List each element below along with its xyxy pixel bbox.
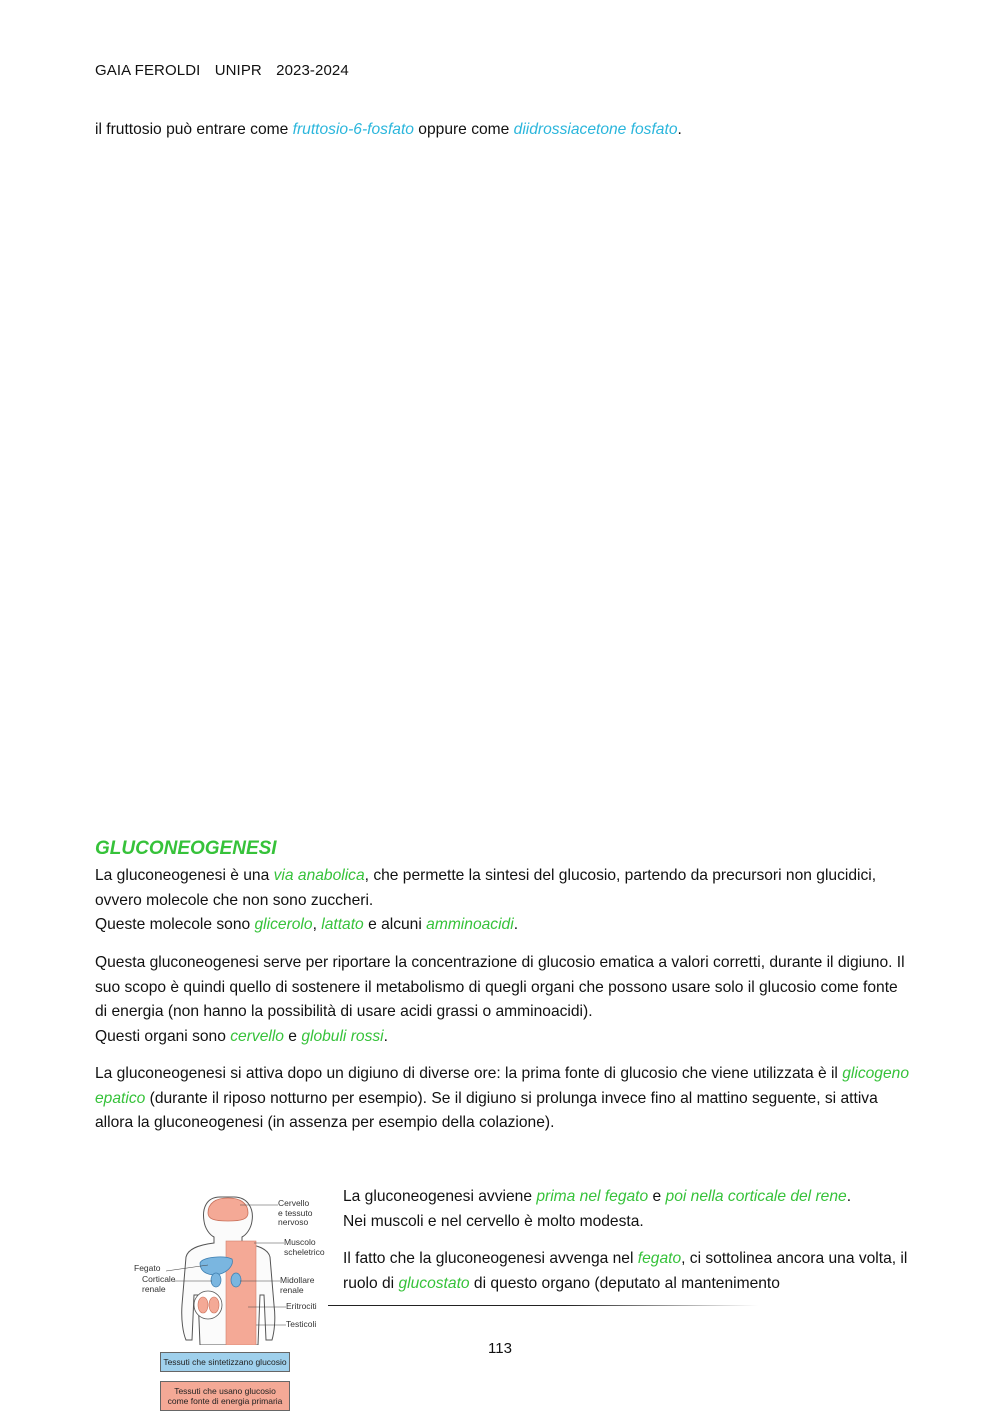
text: , [312, 916, 322, 933]
header-university: UNIPR [214, 62, 262, 79]
text: Questi organi sono [95, 1027, 231, 1045]
highlight-glycerol: glicerolo [254, 916, 313, 933]
highlight-liver: fegato [637, 1250, 682, 1267]
paragraph-activation [95, 1062, 910, 1136]
highlight-lactate: lattato [321, 916, 364, 933]
highlight-hepatic-glycogen: glicogeno epatico [95, 1065, 909, 1107]
label-muscle: Muscolo scheletrico [284, 1237, 325, 1257]
highlight-anabolic: via anabolica [273, 867, 365, 884]
legend-using-tissues: Tessuti che usano glucosio come fonte di energia primaria [160, 1381, 290, 1411]
text: Queste molecole sono [95, 916, 255, 933]
label-testes: Testicoli [286, 1319, 317, 1329]
text: La gluconeogenesi è una [95, 867, 274, 884]
text: . [383, 1027, 388, 1045]
text: Questa gluconeogenesi serve per riportare la concentrazione di glucosio ematica a valori corretti, durante il digiuno. Il suo scopo è quindi quello di sostenere il metabolismo di quegli organi che possono usare solo il glucosio come fonte di energia (non hanno la possibilità di usare acidi grassi o amminoacidi). [95, 954, 905, 1020]
highlight-red-cells: globuli rossi [301, 1027, 384, 1045]
text: . [513, 916, 519, 933]
footnote-divider [328, 1305, 758, 1306]
label-kidney-cortex: Corticale renale [142, 1274, 176, 1294]
text: il fruttosio può entrare come [95, 121, 293, 138]
paragraph-location [343, 1185, 908, 1234]
text: . [846, 1188, 852, 1205]
body-tissues-figure [128, 1185, 328, 1414]
highlight-liver-first: prima nel fegato [536, 1188, 649, 1205]
header-author: GAIA FEROLDI [95, 62, 201, 79]
text: e [648, 1188, 666, 1205]
label-erythrocytes: Eritrociti [286, 1301, 317, 1311]
highlight-glucostat: glucostato [398, 1274, 470, 1292]
highlight-brain: cervello [230, 1027, 284, 1045]
page-header [95, 62, 359, 79]
highlight-fructose-6-phosphate: fruttosio-6-fosfato [292, 121, 414, 138]
text: , che permette la sintesi del glucosio, partendo da precursori non glucidici, ovvero molecole che non sono zuccheri. [95, 867, 877, 909]
text: e [283, 1027, 302, 1045]
paragraph-purpose [95, 951, 910, 1049]
label-kidney-medulla: Midollare renale [280, 1275, 315, 1295]
text: e alcuni [363, 916, 427, 933]
highlight-amino-acids: amminoacidi [426, 916, 514, 933]
text: . [677, 121, 682, 138]
page-number: 113 [488, 1340, 512, 1357]
paragraph-glucostat [343, 1247, 908, 1296]
text: oppure come [413, 121, 514, 138]
paragraph-definition [95, 864, 910, 938]
section-title: GLUCONEOGENESI [95, 838, 277, 859]
text: , ci sottolinea ancora una volta, il ruolo di [343, 1250, 908, 1292]
label-brain: Cervello e tessuto nervoso [278, 1198, 313, 1227]
text: La gluconeogenesi si attiva dopo un digiuno di diverse ore: la prima fonte di glucosio che viene utilizzata è il [95, 1065, 843, 1082]
text: Il fatto che la gluconeogenesi avvenga nel [343, 1250, 638, 1267]
text: Nei muscoli e nel cervello è molto modesta. [343, 1212, 644, 1230]
highlight-dhap: diidrossiacetone fosfato [513, 121, 678, 138]
highlight-kidney-cortex: poi nella corticale del rene [665, 1188, 847, 1205]
intro-paragraph [95, 118, 910, 143]
legend-synthesizing-tissues: Tessuti che sintetizzano glucosio [160, 1352, 290, 1372]
text: di questo organo (deputato al mantenimento [469, 1274, 780, 1292]
label-liver: Fegato [134, 1263, 161, 1273]
text: La gluconeogenesi avviene [343, 1188, 537, 1205]
text: (durante il riposo notturno per esempio). Se il digiuno si prolunga invece fino al mattino seguente, si attiva allora la gluconeogenesi (in assenza per esempio della colazione). [95, 1089, 878, 1131]
header-year: 2023-2024 [276, 62, 349, 79]
